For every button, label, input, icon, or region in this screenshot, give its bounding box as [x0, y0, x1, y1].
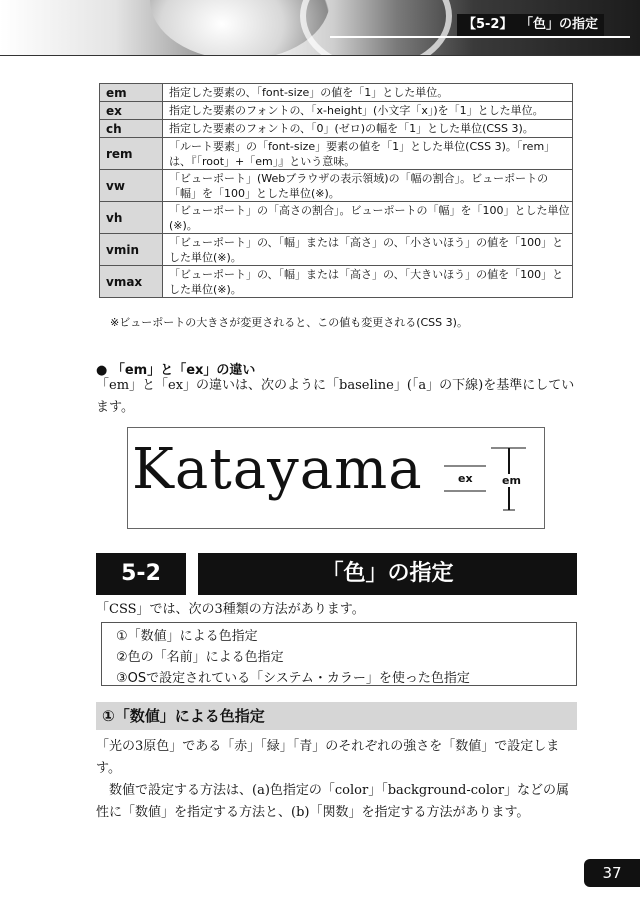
header-rule: [330, 36, 630, 38]
em-ex-paragraph: 「em」と「ex」の違いは、次のように「baseline」(「a」の下線)を基準にしています。: [96, 378, 575, 415]
page-number: 37: [584, 859, 640, 887]
description-cell: 「ビューポート」の「高さの割合」。ビューポートの「幅」を「100」とした単位(※)。: [163, 202, 573, 234]
table-row: [100, 202, 573, 234]
table-row: [100, 120, 573, 138]
description-cell: 「ルート要素」の「font-size」要素の値を「1」とした単位(CSS 3)。「rem」は、『「root」+「em」』という意味。: [163, 138, 573, 170]
table-row: [100, 170, 573, 202]
subsection-paragraph-2: 数値で設定する方法は、(a)色指定の「color」「background-color」などの属性に「数値」を指定する方法と、(b)「関数」を指定する方法があります。: [96, 783, 570, 820]
unit-cell: vw: [100, 170, 163, 202]
table-row: [100, 266, 573, 298]
methods-box: [101, 622, 577, 686]
ex-label: ex: [458, 472, 473, 485]
running-header: [457, 14, 604, 36]
subsection-body: [96, 736, 580, 824]
unit-cell: vmin: [100, 234, 163, 266]
unit-cell: em: [100, 84, 163, 102]
unit-cell: vh: [100, 202, 163, 234]
description-cell: 指定した要素の、「font-size」の値を「1」とした単位。: [163, 84, 573, 102]
description-cell: 「ビューポート」の、「幅」または「高さ」の、「大きいほう」の値を「100」とした単位(※)。: [163, 266, 573, 298]
description-cell: 指定した要素のフォントの、「0」(ゼロ)の幅を「1」とした単位(CSS 3)。: [163, 120, 573, 138]
list-item: ①「数値」による色指定: [116, 629, 258, 644]
measure-lines: [128, 428, 546, 530]
description-cell: 指定した要素のフォントの、「x-height」(小文字「x」)を「1」とした単位。: [163, 102, 573, 120]
section-title: 「色」の指定: [198, 553, 577, 595]
list-item: ③OSで設定されている「システム・カラー」を使った色指定: [116, 671, 470, 686]
table-row: [100, 102, 573, 120]
section-number: 5-2: [96, 553, 186, 595]
header-banner: [0, 0, 640, 56]
figure-sample-word: Katayama: [132, 437, 423, 502]
em-label: em: [502, 474, 521, 487]
em-ex-figure: [127, 427, 545, 529]
subsection-paragraph-1: 「光の3原色」である「赤」「緑」「青」のそれぞれの強さを「数値」で設定します。: [96, 739, 560, 776]
list-item: ②色の「名前」による色指定: [116, 650, 284, 665]
table-row: [100, 84, 573, 102]
header-decoration-ring: [300, 0, 452, 56]
units-table: [99, 83, 573, 298]
running-header-number: 【5-2】: [462, 17, 513, 32]
subsection-heading: ①「数値」による色指定: [96, 702, 577, 730]
em-ex-heading: ● 「em」と「ex」の違い: [96, 363, 256, 378]
unit-cell: vmax: [100, 266, 163, 298]
unit-cell: ch: [100, 120, 163, 138]
table-row: [100, 138, 573, 170]
header-divider: [0, 55, 640, 56]
table-footnote: ※ビューポートの大きさが変更されると、この値も変更される(CSS 3)。: [110, 316, 468, 329]
running-header-title: 「色」の指定: [526, 17, 598, 32]
table-row: [100, 234, 573, 266]
description-cell: 「ビューポート」(Webブラウザの表示領域)の「幅の割合」。ビューポートの「幅」を「100」とした単位(※)。: [163, 170, 573, 202]
unit-cell: rem: [100, 138, 163, 170]
description-cell: 「ビューポート」の、「幅」または「高さ」の、「小さいほう」の値を「100」とした単位(※)。: [163, 234, 573, 266]
section-intro: 「CSS」では、次の3種類の方法があります。: [96, 602, 365, 617]
unit-cell: ex: [100, 102, 163, 120]
